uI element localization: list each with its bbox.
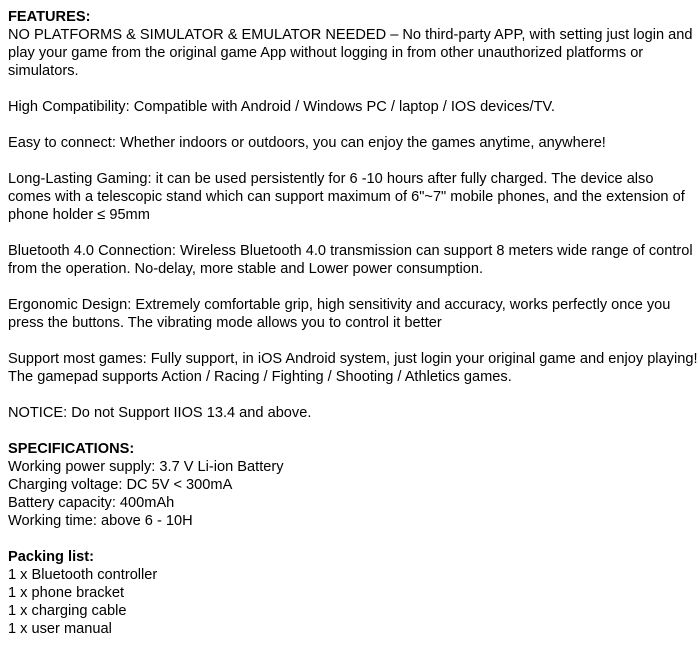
features-heading: FEATURES:	[8, 9, 91, 25]
spec-charging-voltage: Charging voltage: DC 5V < 300mA	[8, 477, 233, 493]
feature-long-lasting: Long-Lasting Gaming: it can be used persistently for 6 -10 hours after fully charged. The device also comes with a telescopic stand which can support maximum of 6"~7" mobile phones, and the extension of phone holder ≤ 95mm	[8, 171, 685, 223]
feature-notice: NOTICE: Do not Support IIOS 13.4 and above.	[8, 405, 312, 421]
packing-list-section	[8, 548, 698, 638]
packing-item-cable: 1 x charging cable	[8, 603, 127, 619]
packing-list-heading: Packing list:	[8, 549, 94, 565]
feature-games-support: Support most games: Fully support, in iOS Android system, just login your original game and enjoy playing! The gamepad supports Action / Racing / Fighting / Shooting / Athletics games.	[8, 351, 698, 385]
features-section	[8, 8, 698, 422]
packing-item-manual: 1 x user manual	[8, 621, 112, 637]
feature-no-platforms: NO PLATFORMS & SIMULATOR & EMULATOR NEEDED – No third-party APP, with setting just login and play your game from the original game App without logging in from other unauthorized platforms or simulators.	[8, 27, 693, 79]
feature-ergonomic: Ergonomic Design: Extremely comfortable grip, high sensitivity and accuracy, works perfectly once you press the buttons. The vibrating mode allows you to control it better	[8, 297, 671, 331]
packing-item-bracket: 1 x phone bracket	[8, 585, 125, 601]
spec-working-time: Working time: above 6 - 10H	[8, 513, 193, 529]
specifications-heading: SPECIFICATIONS:	[8, 441, 135, 457]
feature-compatibility: High Compatibility: Compatible with Android / Windows PC / laptop / IOS devices/TV.	[8, 99, 555, 115]
product-description	[8, 8, 698, 656]
spec-battery-capacity: Battery capacity: 400mAh	[8, 495, 175, 511]
specifications-section	[8, 440, 698, 530]
packing-item-controller: 1 x Bluetooth controller	[8, 567, 158, 583]
feature-bluetooth: Bluetooth 4.0 Connection: Wireless Bluetooth 4.0 transmission can support 8 meters wide range of control from the operation. No-delay, more stable and Lower power consumption.	[8, 243, 693, 277]
spec-power-supply: Working power supply: 3.7 V Li-ion Battery	[8, 459, 284, 475]
feature-easy-connect: Easy to connect: Whether indoors or outdoors, you can enjoy the games anytime, anywhere!	[8, 135, 606, 151]
